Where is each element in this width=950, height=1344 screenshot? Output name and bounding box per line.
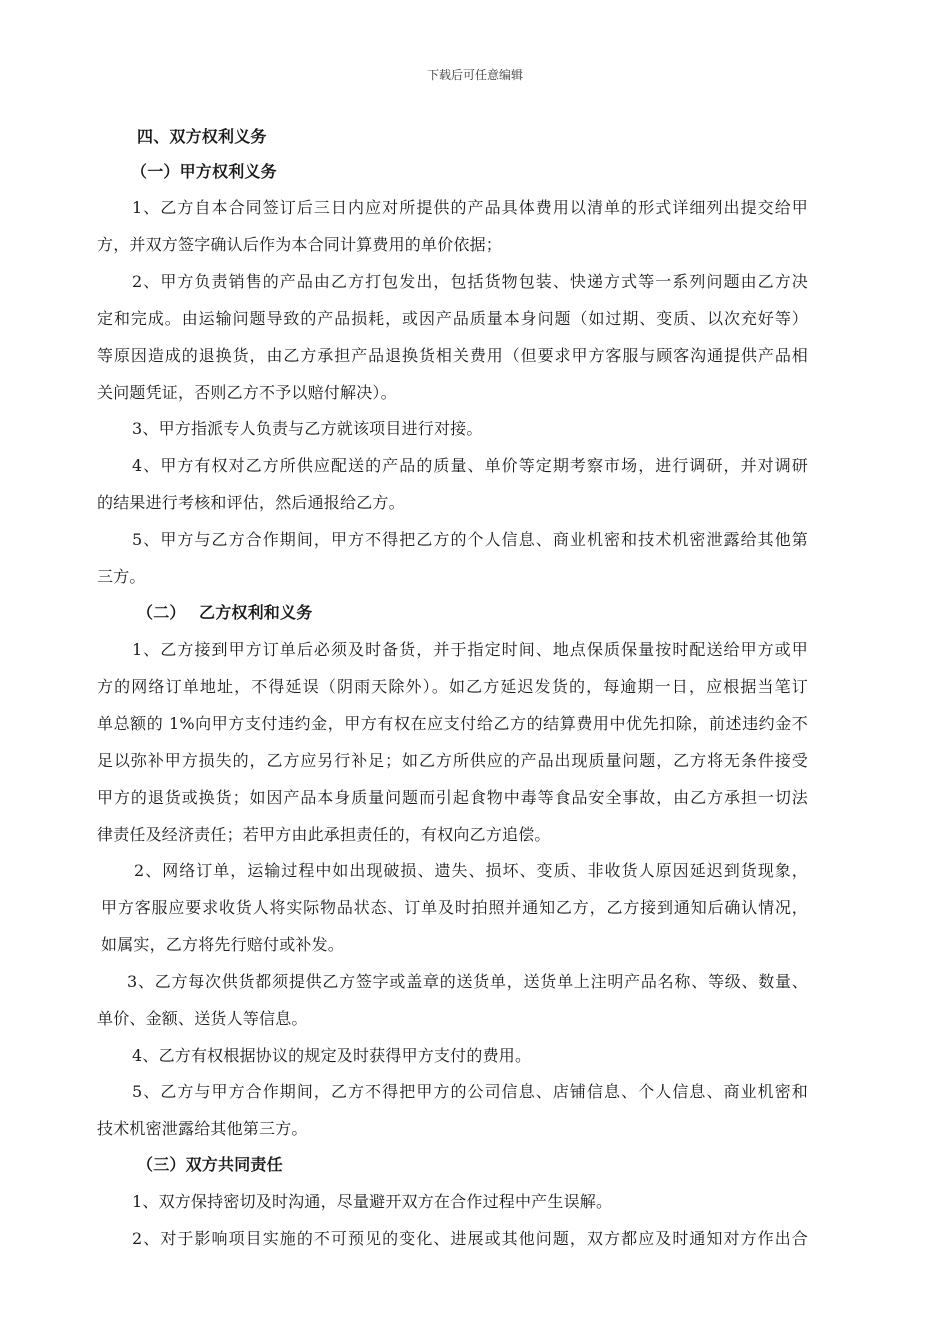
- part-a-item4-line2: 的结果进行考核和评估，然后通报给乙方。: [97, 493, 405, 512]
- part-b-item1-line1: 1、乙方接到甲方订单后必须及时备货，并于指定时间、地点保质保量按时配送给甲方或甲: [132, 640, 808, 659]
- part-a-item2-line4: 关问题凭证，否则乙方不予以赔付解决）。: [97, 383, 397, 402]
- part-a-item5-line1: 5、甲方与乙方合作期间，甲方不得把乙方的个人信息、商业机密和技术机密泄露给其他第: [132, 530, 808, 549]
- section-title: 四、双方权利义务: [137, 127, 267, 146]
- part-b-item2-line2: 甲方客服应要求收货人将实际物品状态、订单及时拍照并通知乙方，乙方接到通知后确认情况，: [101, 898, 808, 917]
- part-a-item4-line1: 4、甲方有权对乙方所供应配送的产品的质量、单价等定期考察市场，进行调研，并对调研: [132, 456, 808, 475]
- part-a-item2-line3: 等原因造成的退换货，由乙方承担产品退换货相关费用（但要求甲方客服与顾客沟通提供产品相: [97, 346, 808, 365]
- part-a-item2-line2: 定和完成。由运输问题导致的产品损耗，或因产品质量本身问题（如过期、变质、以次充好等）: [97, 309, 808, 328]
- part-c-item2-line1: 2、对于影响项目实施的不可预见的变化、进展或其他问题，双方都应及时通知对方作出合: [132, 1229, 808, 1248]
- part-b-item3-line1: 3、乙方每次供货都须提供乙方签字或盖章的送货单，送货单上注明产品名称、等级、数量、: [127, 972, 808, 991]
- part-b-item1-line2: 方的网络订单地址，不得延误（阴雨天除外）。如乙方延迟发货的，每逾期一日，应根据当笔订: [97, 677, 808, 696]
- part-a-item5-line2: 三方。: [97, 567, 146, 586]
- part-b-heading-text: 乙方权利和义务: [199, 603, 313, 622]
- part-b-item4-line1: 4、乙方有权根据协议的规定及时获得甲方支付的费用。: [132, 1046, 532, 1065]
- part-a-item3-line1: 3、甲方指派专人负责与乙方就该项目进行对接。: [132, 419, 483, 438]
- part-c-heading: （三）双方共同责任: [137, 1155, 283, 1174]
- part-b-item1-line3: 单总额的 1%向甲方支付违约金，甲方有权在应支付给乙方的结算费用中优先扣除，前述违约金不: [97, 714, 808, 733]
- part-b-item2-line1: 2、网络订单，运输过程中如出现破损、遗失、损坏、变质、非收货人原因延迟到货现象，: [134, 861, 808, 880]
- part-b-item5-line2: 技术机密泄露给其他第三方。: [97, 1119, 308, 1138]
- part-a-item2-line1: 2、甲方负责销售的产品由乙方打包发出，包括货物包装、快递方式等一系列问题由乙方决: [132, 272, 808, 291]
- part-a-heading: （一）甲方权利义务: [131, 162, 277, 181]
- part-a-item1-line2: 方，并双方签字确认后作为本合同计算费用的单价依据；: [97, 235, 503, 254]
- part-b-item1-line4: 足以弥补甲方损失的，乙方应另行补足；如乙方所供应的产品出现质量问题，乙方将无条件接受: [97, 751, 808, 770]
- part-a-item1-line1: 1、乙方自本合同签订后三日内应对所提供的产品具体费用以清单的形式详细列出提交给甲: [132, 198, 808, 217]
- part-b-item3-line2: 单价、金额、送货人等信息。: [97, 1009, 308, 1028]
- part-b-item5-line1: 5、乙方与甲方合作期间，乙方不得把甲方的公司信息、店铺信息、个人信息、商业机密和: [132, 1082, 808, 1101]
- part-b-item2-line3: 如属实，乙方将先行赔付或补发。: [101, 935, 345, 954]
- part-b-item1-line6: 律责任及经济责任；若甲方由此承担责任的，有权向乙方追偿。: [97, 825, 551, 844]
- page-header: 下载后可任意编辑: [426, 68, 523, 82]
- part-b-item1-line5: 甲方的退货或换货；如因产品本身质量问题而引起食物中毒等食品安全事故，由乙方承担一切法: [97, 788, 808, 807]
- part-b-heading-number: （二）: [137, 603, 186, 622]
- part-c-item1-line1: 1、双方保持密切及时沟通，尽量避开双方在合作过程中产生误解。: [132, 1192, 613, 1211]
